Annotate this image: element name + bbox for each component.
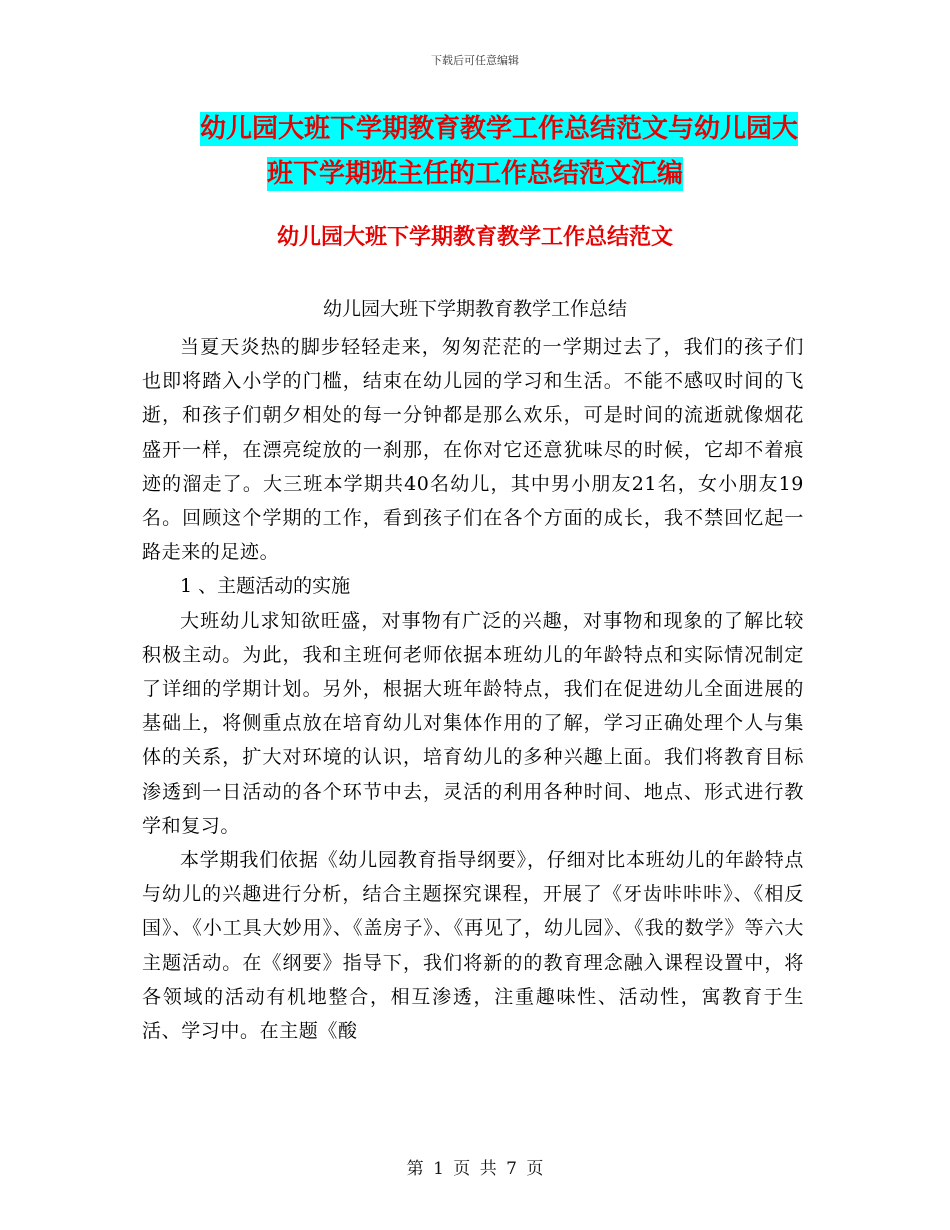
paragraph-plan: 大班幼儿求知欲旺盛，对事物有广泛的兴趣，对事物和现象的了解比较积极主动。为此，我和主班何老师依据本班幼儿的年龄特点和实际情况制定了详细的学期计划。另外，根据大班年龄特点，我们在促进幼儿全面进展的基础上，将侧重点放在培育幼儿对集体作用的了解，学习正确处理个人与集体的关系，扩大对环境的认识，培育幼儿的多种兴趣上面。我们将教育目标渗透到一日活动的各个环节中去，灵活的利用各种时间、地点、形式进行教学和复习。 [142, 609, 804, 837]
section-title: 幼儿园大班下学期教育教学工作总结范文 [276, 225, 673, 250]
main-title-line-1 [0, 106, 950, 152]
main-title-line-2 [0, 151, 950, 197]
page-indicator: 第 1 页 共 7 页 [406, 1159, 544, 1179]
body-text [142, 330, 804, 1048]
subtitle: 幼儿园大班下学期教育教学工作总结 [322, 298, 627, 320]
header-note: 下载后可任意编辑 [431, 54, 519, 67]
paragraph-heading-theme-activities: 1 、主题活动的实施 [180, 575, 351, 598]
main-title-line-2-text: 班下学期班主任的工作总结范文汇编 [266, 159, 683, 189]
paragraph-intro: 当夏天炎热的脚步轻轻走来，匆匆茫茫的一学期过去了，我们的孩子们也即将踏入小学的门槛，结束在幼儿园的学习和生活。不能不感叹时间的飞逝，和孩子们朝夕相处的每一分钟都是那么欢乐，可是时间的流逝就像烟花盛开一样，在漂亮绽放的一刹那，在你对它还意犹味尽的时候，它却不着痕迹的溜走了。大三班本学期共40名幼儿，其中男小朋友21名，女小朋友19名。回顾这个学期的工作，看到孩子们在各个方面的成长，我不禁回忆起一路走来的足迹。 [142, 336, 804, 564]
paragraph-themes: 本学期我们依据《幼儿园教育指导纲要》，仔细对比本班幼儿的年龄特点与幼儿的兴趣进行分析，结合主题探究课程，开展了《牙齿咔咔咔》、《相反国》、《小工具大妙用》、《盖房子》、《再见了，幼儿园》、《我的数学》等六大主题活动。在《纲要》指导下，我们将新的的教育理念融入课程设置中，将各领域的活动有机地整合，相互渗透，注重趣味性、活动性，寓教育于生活、学习中。在主题《酸 [142, 849, 804, 1043]
main-title-line-1-text: 幼儿园大班下学期教育教学工作总结范文与幼儿园大 [199, 114, 798, 144]
